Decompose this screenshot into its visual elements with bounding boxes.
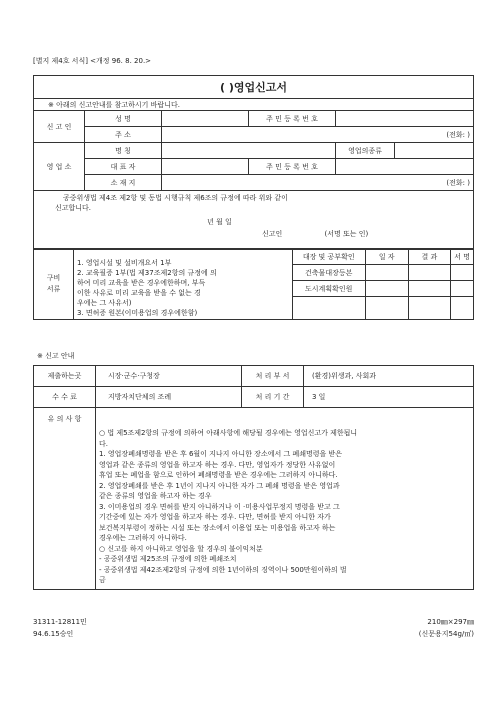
- business-type-label: 영업의종류: [336, 143, 395, 159]
- confirm2-result-cell[interactable]: [408, 281, 451, 297]
- note-line: 1. 영업장폐쇄명령을 받은 후 6월이 지나지 아니한 장소에서 그 폐쇄명령을 받은: [99, 450, 343, 458]
- fee-value: 지방자치단체의 조례: [96, 387, 242, 408]
- declaration-line1: 공중위생법 제4조 제2항 및 동법 시행규칙 제6조의 규정에 따라 위와 같이: [63, 194, 288, 202]
- reference-note: ※ 아래의 신고안내를 참고하시기 바랍니다.: [34, 99, 474, 111]
- business-type-field[interactable]: [395, 143, 474, 159]
- blank-date-cell: [365, 297, 408, 320]
- documents-table: [33, 248, 474, 320]
- documents-label-text: 구비 서류: [46, 274, 61, 293]
- business-rrn-field[interactable]: [336, 159, 474, 175]
- confirm1-date-cell[interactable]: [365, 265, 408, 281]
- business-rrn-label: 주 민 등 록 번 호: [249, 159, 336, 175]
- period-label: 처 리 기 간: [242, 387, 304, 408]
- confirm1-sign-cell[interactable]: [451, 265, 474, 281]
- applicant-name-label: 성 명: [85, 111, 162, 127]
- business-name-label: 명 칭: [85, 143, 162, 159]
- confirm-header: 대장 및 공부확인: [292, 249, 365, 265]
- application-form: [33, 75, 474, 250]
- guide-title: ※ 신고 안내: [37, 352, 75, 360]
- submit-label: 제출하는곳: [34, 366, 96, 387]
- documents-list: [73, 249, 292, 320]
- form-title: ( )영업신고서: [34, 76, 474, 99]
- note-line: 경우에는 그러하지 아니하다.: [99, 534, 187, 542]
- note-line: 2. 영업장폐쇄를 받은 후 1년이 지나지 아니한 자가 그 폐쇄 명령을 받은 영업과: [99, 481, 340, 490]
- document-item-2b: 하여 미리 교육을 받은 경우에한하며, 부득: [76, 279, 206, 287]
- business-section-label: 영 업 소: [34, 143, 85, 191]
- business-name-field[interactable]: [162, 143, 336, 159]
- document-item-2c: 이한 사유로 미리 교육을 받을 수 없는 경: [76, 289, 201, 297]
- document-item-3: 3. 면허증 원본(이미용업의 경우에한함): [76, 309, 198, 317]
- sign-note: (서명 또는 인): [324, 230, 369, 238]
- declaration-date: 년 월 일: [207, 218, 232, 226]
- blank-result-cell: [408, 297, 451, 320]
- signer-label: 신고인: [262, 230, 283, 238]
- note-line: 같은 종류의 영업을 하고자 하는 경우: [99, 492, 212, 500]
- dept-label: 처 리 부 서: [242, 366, 304, 387]
- document-item-2d: 우에는 그 사유서): [76, 299, 132, 307]
- footer-paper-type: (신문용지54g/㎡): [418, 630, 474, 638]
- confirm2-date-cell[interactable]: [365, 281, 408, 297]
- note-line: 금: [99, 576, 106, 584]
- confirm-item-2: 도시계획확인원: [292, 281, 365, 297]
- footer-code: 31311-12811민: [33, 618, 87, 626]
- guide-table: [33, 365, 474, 590]
- confirm1-result-cell[interactable]: [408, 265, 451, 281]
- date-header: 일 자: [365, 249, 408, 265]
- note-line: - 공중위생법 제25조의 규정에 의한 폐쇄조치: [99, 555, 237, 563]
- sign-header: 서 명: [451, 249, 474, 265]
- document-item-2: 2. 교육필증 1부(법 제37조제2항의 규정에 의: [76, 269, 217, 277]
- dept-value: (환경)위생과, 사회과: [304, 366, 474, 387]
- note-line: 기간중에 있는 자가 영업을 하고자 하는 경우. 다만, 면허를 받지 아니한 자가: [99, 513, 331, 521]
- declaration-block: [34, 191, 474, 250]
- applicant-section-label: 신 고 인: [34, 111, 85, 143]
- applicant-phone[interactable]: (전화: ): [162, 127, 474, 143]
- note-line: 보건복지부령이 정하는 시설 또는 장소에서 이용업 또는 미용업을 하고자 하는: [99, 523, 336, 532]
- notes-block: [96, 408, 474, 590]
- applicant-rrn-label: 주 민 등 록 번 호: [249, 111, 336, 127]
- applicant-address-label: 주 소: [85, 127, 162, 143]
- fee-label: 수 수 료: [34, 387, 96, 408]
- documents-section-label: [34, 249, 74, 320]
- business-rep-field[interactable]: [162, 159, 249, 175]
- applicant-name-field[interactable]: [162, 111, 249, 127]
- confirm-blank-cell: [292, 297, 365, 320]
- declaration-line2: 신고합니다.: [55, 204, 92, 212]
- notes-label: 유 의 사 항: [34, 408, 96, 590]
- note-line: - 공중위생법 제42조제2항의 규정에 의한 1년이하의 징역이나 500만원이하의 벌: [99, 565, 347, 574]
- business-phone[interactable]: (전화: ): [162, 175, 474, 191]
- result-header: 결 과: [408, 249, 451, 265]
- note-line: ○ 법 제5조제2항의 규정에 의하여 아래사항에 해당될 경우에는 영업신고가 제한됩니: [99, 429, 358, 437]
- form-number: [별지 제4호 서식] <개정 96. 8. 20.>: [33, 57, 152, 65]
- note-line: 다.: [99, 439, 108, 448]
- document-item-1: 1. 영업시설 및 설비개요서 1부: [76, 259, 172, 267]
- submit-value: 시장·군수·구청장: [96, 366, 242, 387]
- applicant-rrn-field[interactable]: [336, 111, 474, 127]
- blank-sign-cell: [451, 297, 474, 320]
- period-value: 3 일: [304, 387, 474, 408]
- confirm-item-1: 건축물대장등본: [292, 265, 365, 281]
- note-line: 휴업 또는 폐업을 함으로 인하여 폐쇄명령을 받은 경우에는 그러하지 아니하다.: [99, 471, 338, 479]
- footer-paper-size: 210㎜×297㎜: [427, 618, 474, 626]
- business-location-label: 소 재 지: [85, 175, 162, 191]
- footer-approval: 94.6.15승인: [33, 630, 74, 638]
- confirm2-sign-cell[interactable]: [451, 281, 474, 297]
- business-rep-label: 대 표 자: [85, 159, 162, 175]
- note-line: 영업과 같은 종류의 영업을 하고자 하는 경우. 다만, 영업자가 정당한 사유없이: [99, 460, 336, 469]
- note-line: 3. 이미용업의 경우 면허를 받지 아니하거나 이 ·미용사업무정지 명령을 받고 그: [99, 502, 340, 511]
- note-line: ○ 신고를 하지 아니하고 영업을 할 경우의 불이익처분: [99, 544, 263, 553]
